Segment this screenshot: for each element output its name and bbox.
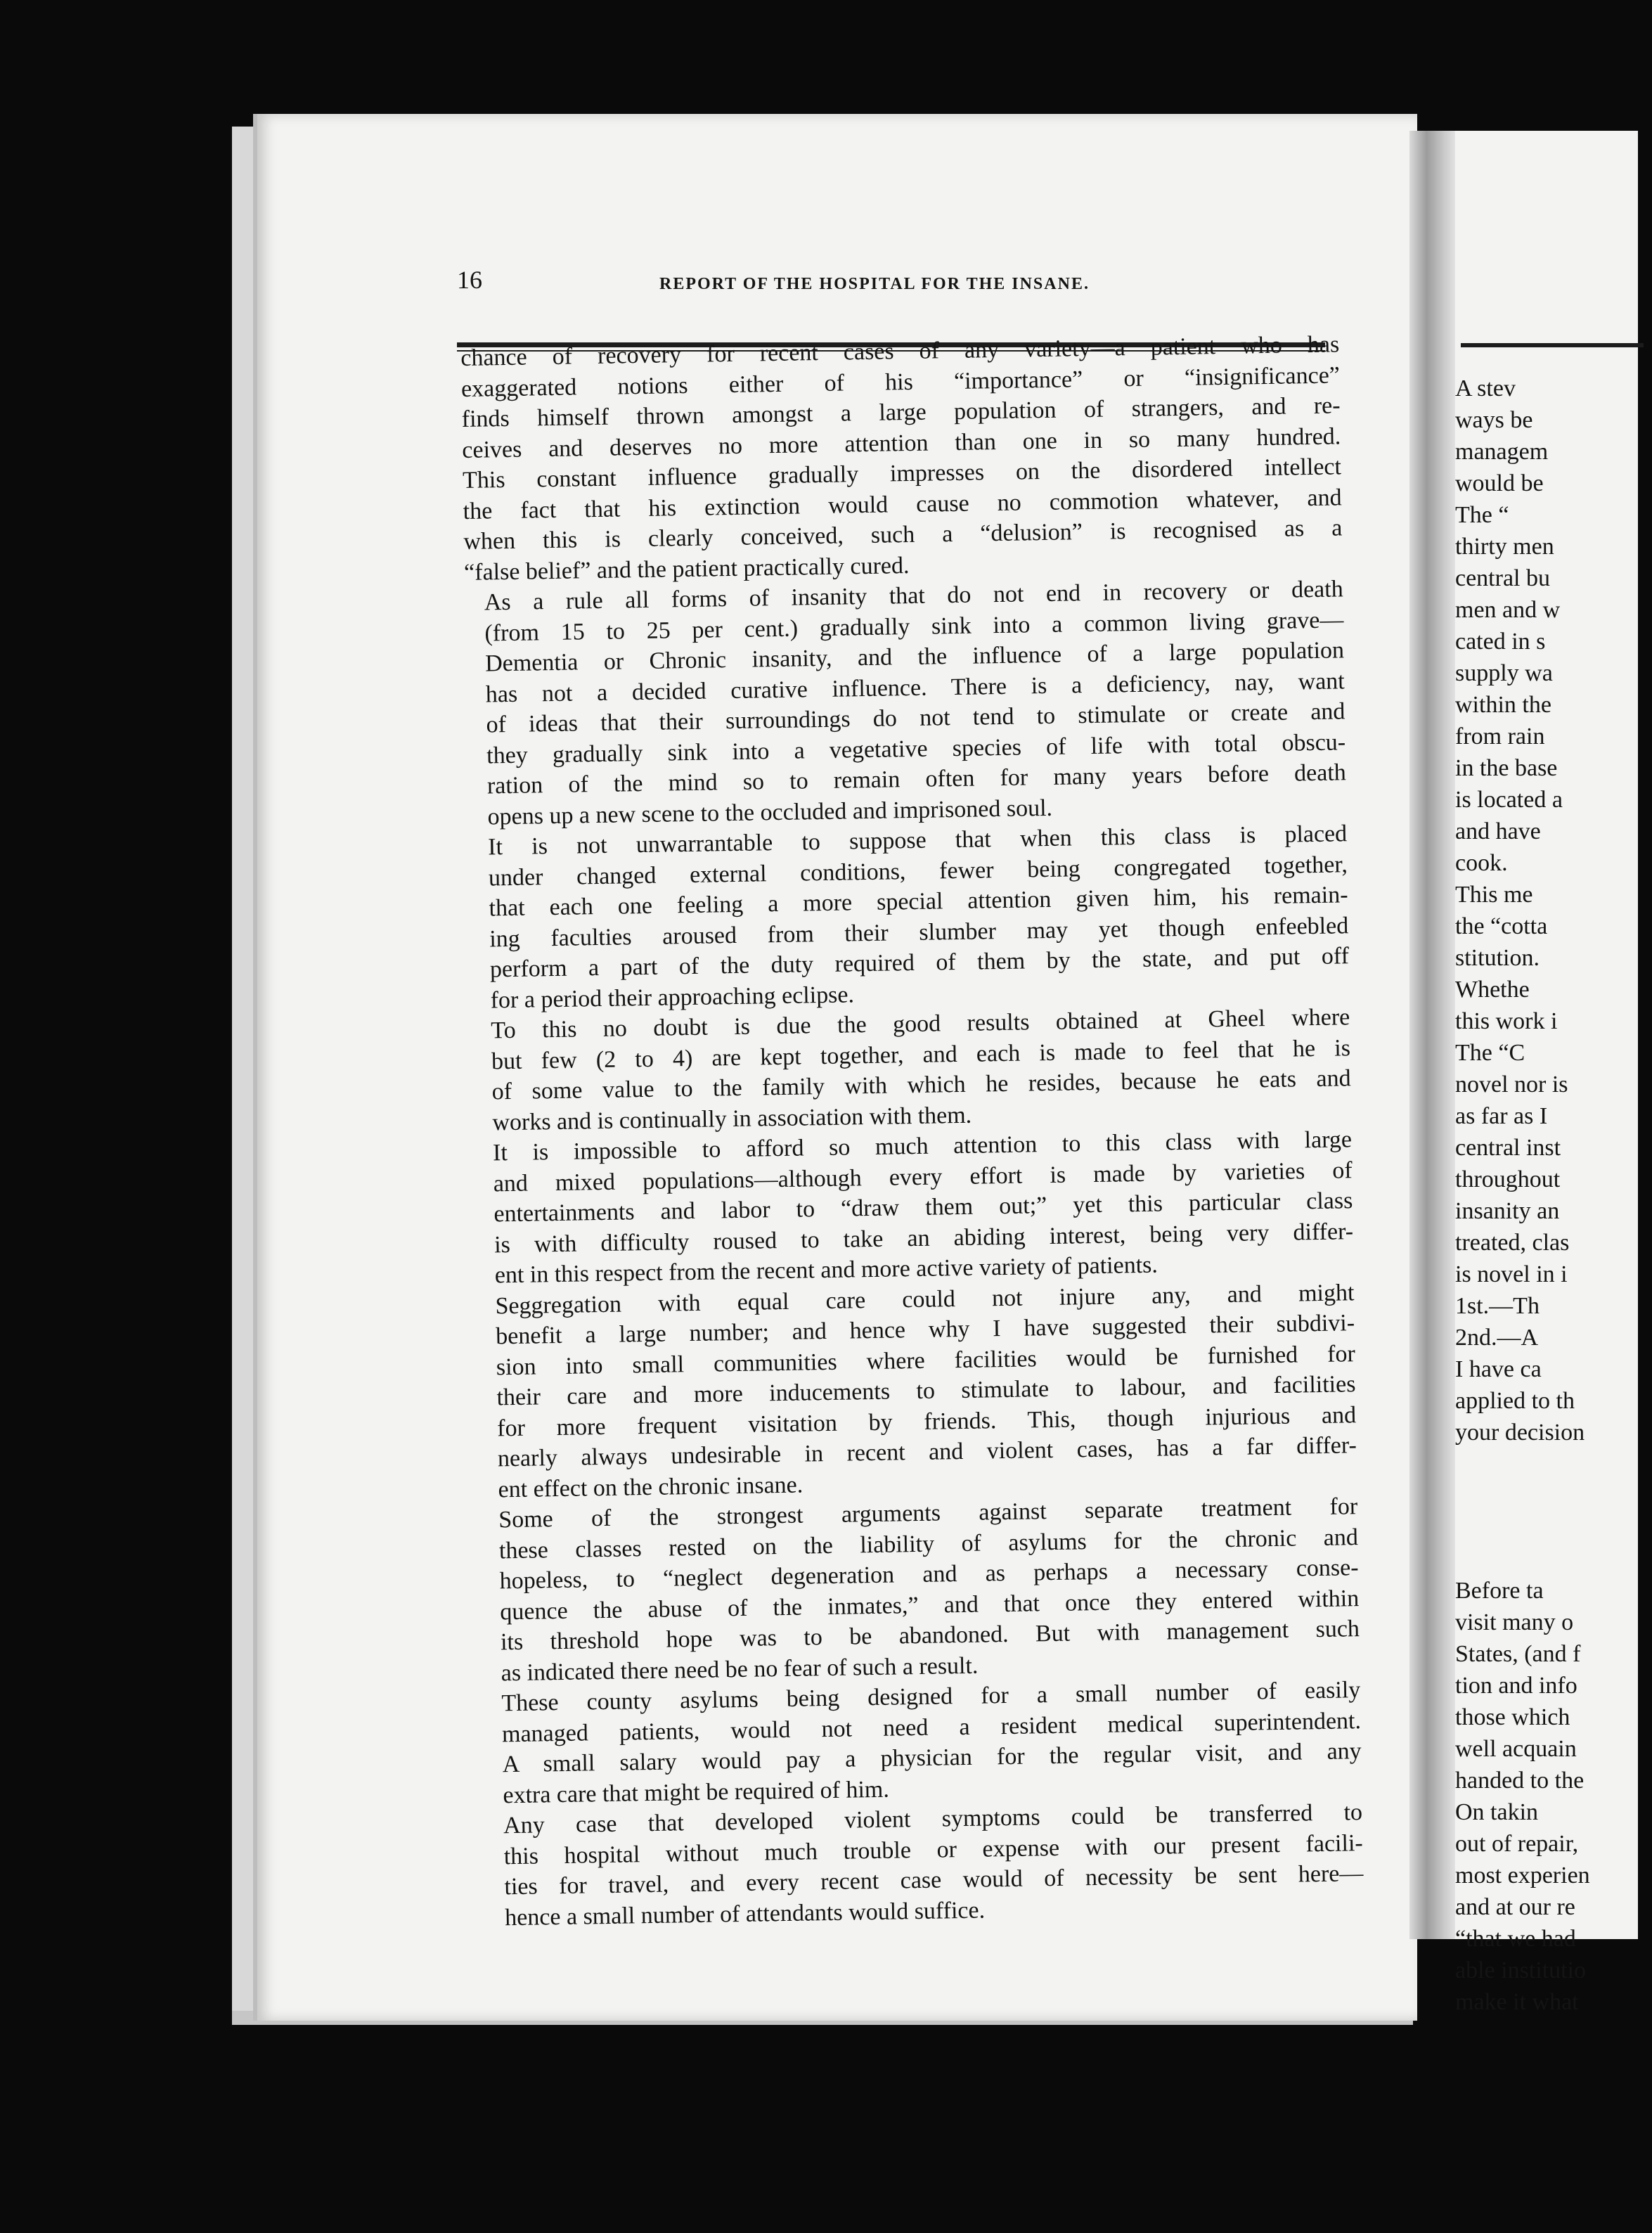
text-line: and mixed populations—although every effort is made by varieties of <box>493 1157 1353 1197</box>
text-line: ing faculties aroused from their slumber may yet though enfeebled <box>489 912 1349 952</box>
text-line: they gradually sink into a vegetative species of life with total obscu- <box>486 728 1346 768</box>
text-line: 1st.—Th <box>1455 1293 1540 1319</box>
text-line: your decision <box>1455 1420 1585 1446</box>
text-line: “that we had <box>1455 1926 1576 1952</box>
text-line <box>1455 1543 1652 1575</box>
text-line: within the <box>1455 692 1551 718</box>
text-line: A stev <box>1455 375 1516 401</box>
text-line: novel nor is <box>1455 1072 1568 1098</box>
text-line: the “cotta <box>1455 913 1548 939</box>
paragraph <box>471 1002 1352 1138</box>
text-line: as indicated there need be no fear of such a result. <box>501 1652 979 1686</box>
text-line: and at our re <box>1455 1894 1575 1920</box>
text-line: A small salary would pay a physician for the regular visit, and any <box>502 1738 1362 1778</box>
right-header-rule <box>1461 343 1644 347</box>
text-line: Seggregation with equal care could not injure any, and might <box>495 1279 1355 1319</box>
text-line: for a period their approaching eclipse. <box>490 981 855 1013</box>
right-page-text <box>1455 373 1652 2018</box>
page-number: 16 <box>457 266 482 294</box>
paragraph <box>479 1491 1360 1689</box>
text-line: To this no doubt is due the good results obtained at Gheel where <box>491 1004 1350 1044</box>
text-line: visit many o <box>1455 1609 1574 1635</box>
text-line: (from 15 to 25 per cent.) gradually sink into a common living grave— <box>484 606 1344 647</box>
text-line: Any case that developed violent symptoms could be transferred to <box>503 1799 1363 1839</box>
text-line: well acquain <box>1455 1736 1577 1762</box>
paragraph <box>473 1124 1354 1291</box>
text-line: entertainments and labor to “draw them out;” yet this particular class <box>493 1188 1353 1228</box>
body-text <box>460 329 1364 1933</box>
text-line: thirty men <box>1455 534 1554 560</box>
text-line: men and w <box>1455 597 1561 623</box>
text-line: The “ <box>1455 502 1509 528</box>
text-line: make it what <box>1455 1989 1579 2015</box>
text-line: ceives and deserves no more attention than one in so many hundred. <box>462 423 1341 463</box>
text-line: their care and more inducements to stimulate to labour, and facilities <box>496 1371 1356 1411</box>
text-line: ties for travel, and every recent case would of necessity be sent here— <box>504 1860 1364 1900</box>
text-line: able institutio <box>1455 1957 1587 1983</box>
text-line: “false belief” and the patient practically cured. <box>463 552 910 586</box>
text-line: nearly always undesirable in recent and violent cases, has a far differ- <box>497 1432 1357 1472</box>
text-line: This constant influence gradually impresses on the disordered intellect <box>462 453 1342 494</box>
text-line: extra care that might be required of him. <box>503 1776 890 1808</box>
text-line: when this is clearly conceived, such a “delusion” is recognised as a <box>463 515 1343 555</box>
text-line: ways be <box>1455 407 1533 433</box>
text-line: its threshold hope was to be abandoned. But with management such <box>500 1616 1360 1656</box>
text-line: is located a <box>1455 787 1563 813</box>
text-line: handed to the <box>1455 1768 1585 1794</box>
text-line: benefit a large number; and hence why I have suggested their subdivi- <box>495 1310 1355 1350</box>
text-line: perform a part of the duty required of them by the state, and put off <box>489 943 1350 983</box>
text-line: This me <box>1455 882 1533 908</box>
text-line: out of repair, <box>1455 1831 1579 1857</box>
book-gutter <box>1409 131 1459 1939</box>
text-line: It is not unwarrantable to suppose that when this class is placed <box>487 821 1348 861</box>
running-title: REPORT OF THE HOSPITAL FOR THE INSANE. <box>659 275 1090 293</box>
text-line: works and is continually in association with them. <box>492 1102 972 1135</box>
text-line: but few (2 to 4) are kept together, and each is made to feel that he is <box>491 1034 1351 1074</box>
text-line: On takin <box>1455 1799 1539 1825</box>
text-line: It is impossible to afford so much attention to this class with large <box>492 1126 1353 1166</box>
text-line: and have <box>1455 818 1541 844</box>
text-line: cated in s <box>1455 629 1546 655</box>
text-line: These county asylums being designed for a small number of easily <box>501 1677 1361 1717</box>
page-stack-edge <box>232 127 253 2018</box>
text-line: the fact that his extinction would cause no commotion whatever, and <box>463 484 1342 525</box>
paragraph <box>460 329 1343 588</box>
page-header <box>457 265 1325 307</box>
text-line: Whethe <box>1455 977 1530 1003</box>
text-line: The “C <box>1455 1040 1525 1066</box>
text-line: as far as I <box>1455 1103 1548 1129</box>
text-line: these classes rested on the liability of asylums for the chronic and <box>498 1524 1359 1564</box>
text-line: from rain <box>1455 723 1545 749</box>
text-line: hopeless, to “neglect degeneration and as perhaps a necessary conse- <box>499 1555 1359 1595</box>
paragraph <box>484 1797 1364 1933</box>
paragraph <box>464 574 1346 832</box>
text-line: throughout <box>1455 1166 1561 1192</box>
text-line: managem <box>1455 439 1549 465</box>
text-line: those which <box>1455 1704 1570 1730</box>
paragraph <box>468 818 1350 1016</box>
right-page <box>1455 131 1638 2015</box>
text-line: sion into small communities where facilities would be furnished for <box>496 1340 1356 1380</box>
text-line <box>1455 1480 1652 1512</box>
text-line: supply wa <box>1455 660 1553 686</box>
text-line: opens up a new scene to the occluded and imprisoned soul. <box>487 794 1053 830</box>
text-line: ent effect on the chronic insane. <box>498 1472 804 1502</box>
text-line: hence a small number of attendants would suffice. <box>504 1897 986 1931</box>
text-line: ent in this respect from the recent and more active variety of patients. <box>494 1251 1159 1289</box>
text-line: would be <box>1455 470 1544 496</box>
text-line: tion and info <box>1455 1673 1577 1699</box>
paragraph <box>482 1675 1362 1811</box>
text-line: stitution. <box>1455 945 1540 971</box>
text-line: quence the abuse of the inmates,” and that once they entered within <box>500 1585 1360 1625</box>
text-line: 2nd.—A <box>1455 1325 1539 1351</box>
text-line: Before ta <box>1455 1578 1544 1604</box>
text-line: this work i <box>1455 1008 1558 1034</box>
text-line: As a rule all forms of insanity that do not end in recovery or death <box>484 576 1343 616</box>
text-line: under changed external conditions, fewer being congregated together, <box>488 851 1348 891</box>
text-line: of ideas that their surroundings do not tend to stimulate or create and <box>486 698 1346 738</box>
text-line: this hospital without much trouble or expense with our present facili- <box>503 1829 1363 1870</box>
text-line: central bu <box>1455 565 1550 591</box>
text-line <box>1455 1512 1652 1543</box>
text-line: central inst <box>1455 1135 1561 1161</box>
paragraph <box>475 1278 1357 1505</box>
text-line: Some of the strongest arguments against separate treatment for <box>498 1493 1358 1533</box>
text-line: for more frequent visitation by friends. This, though injurious and <box>496 1401 1357 1441</box>
text-line: finds himself thrown amongst a large population of strangers, and re- <box>461 392 1341 432</box>
text-line: in the base <box>1455 755 1558 781</box>
text-line: treated, clas <box>1455 1230 1570 1256</box>
text-line: chance of recovery for recent cases of any variety—a patient who has <box>460 331 1340 371</box>
text-line: exaggerated notions either of his “importance” or “insignificance” <box>460 361 1341 402</box>
text-line: cook. <box>1455 850 1508 876</box>
text-line: that each one feeling a more special attention given him, his remain- <box>489 882 1348 922</box>
text-line: managed patients, would not need a resident medical superintendent. <box>501 1707 1362 1747</box>
text-line: I have ca <box>1455 1356 1542 1382</box>
text-line: ration of the mind so to remain often for many years before death <box>486 759 1347 799</box>
text-line: is novel in i <box>1455 1261 1568 1287</box>
text-line: Dementia or Chronic insanity, and the influence of a large population <box>484 637 1345 677</box>
text-line: insanity an <box>1455 1198 1560 1224</box>
text-line: most experien <box>1455 1862 1590 1888</box>
text-line: applied to th <box>1455 1388 1575 1414</box>
text-line: States, (and f <box>1455 1641 1581 1667</box>
text-line <box>1455 1448 1652 1480</box>
text-line: has not a decided curative influence. There is a deficiency, nay, want <box>485 667 1345 707</box>
text-line: is with difficulty roused to take an abiding interest, being very differ- <box>493 1218 1354 1258</box>
text-line: of some value to the family with which he resides, because he eats and <box>491 1065 1351 1105</box>
